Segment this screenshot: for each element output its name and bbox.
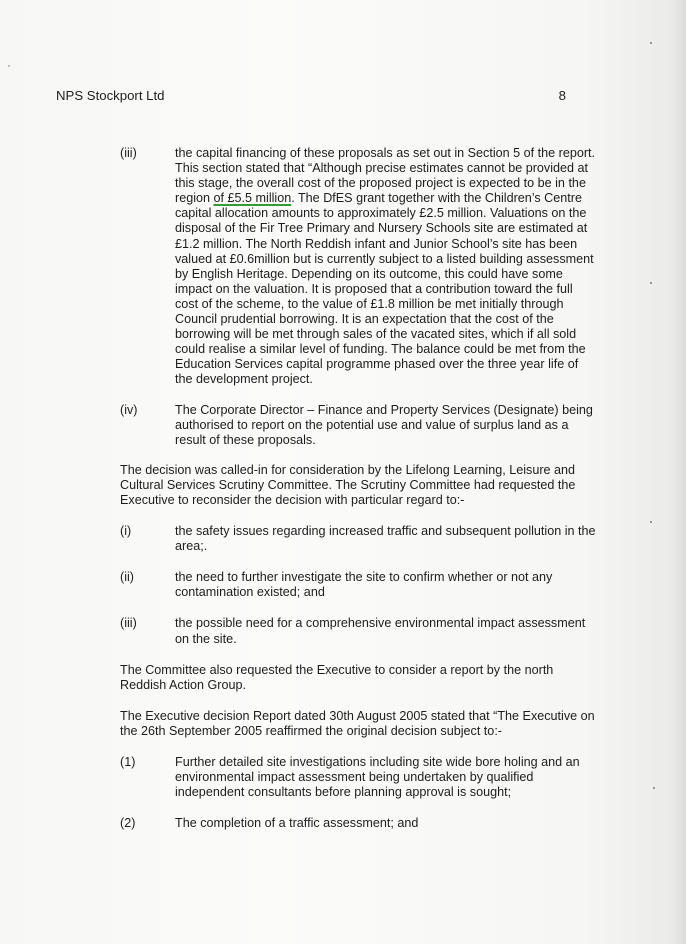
- highlighted-cost-figure: of £5.5 million: [213, 191, 292, 206]
- list-item-iv-surplus-land: [120, 403, 596, 448]
- page-body: [120, 146, 596, 831]
- list-item-text: [175, 146, 596, 388]
- list-item-label: (2): [120, 816, 136, 831]
- company-name: NPS Stockport Ltd: [56, 88, 165, 103]
- list-item-iii-impact-assessment: [120, 616, 596, 646]
- scan-speck: [653, 787, 655, 789]
- list-item-label: (iv): [120, 402, 138, 417]
- call-in-paragraph: The decision was called-in for consideration by the Lifelong Learning, Leisure and Cultural Services Scrutiny Committee. The Scrutiny Committee had requested the Executive to reconsider the decision with particular regard to:-: [120, 462, 576, 507]
- page-number: 8: [558, 88, 566, 103]
- list-item-text: Further detailed site investigations including site wide bore holing and an environmental impact assessment being undertaken by qualified independent consultants before planning approval is sought;: [175, 755, 580, 800]
- financing-text-start: the capital financing of these proposals as set out in Section 5 of the report. This section stated that “Although precise estimates cannot be provided at this stage, the overall cost of the proposed project is expected to be in the region: [175, 146, 596, 206]
- list-item-2-traffic-assessment: [120, 816, 596, 831]
- list-item-label: (ii): [120, 570, 134, 585]
- list-item-label: (iii): [120, 616, 137, 631]
- list-item-1-site-investigations: [120, 755, 596, 800]
- scan-speck: [650, 282, 652, 284]
- list-item-text: the safety issues regarding increased traffic and subsequent pollution in the area;.: [175, 524, 596, 554]
- executive-decision-paragraph: The Executive decision Report dated 30th August 2005 stated that “The Executive on the 26th September 2005 reaffirmed the original decision subject to:-: [120, 708, 595, 738]
- committee-request-paragraph: The Committee also requested the Executive to consider a report by the north Reddish Action Group.: [120, 662, 554, 692]
- list-item-ii-contamination: [120, 570, 596, 600]
- list-item-text: The completion of a traffic assessment; and: [175, 816, 419, 831]
- scan-speck: [8, 65, 10, 67]
- list-item-label: (iii): [120, 146, 137, 160]
- page-edge-shadow: [672, 0, 686, 944]
- list-item-label: (1): [120, 755, 136, 769]
- scan-speck: [650, 42, 652, 44]
- scan-speck: [650, 521, 652, 523]
- list-item-text: the need to further investigate the site to confirm whether or not any contamination existed; and: [175, 570, 553, 600]
- list-item-text: the possible need for a comprehensive environmental impact assessment on the site.: [175, 616, 586, 646]
- list-item-label: (i): [120, 524, 132, 539]
- list-item-i-safety: [120, 524, 596, 554]
- list-item-text: The Corporate Director – Finance and Property Services (Designate) being authorised to report on the potential use and value of surplus land as a result of these proposals.: [175, 402, 593, 447]
- list-item-iii-financing: [120, 146, 596, 388]
- financing-text-end: . The DfES grant together with the Children’s Centre capital allocation amounts to approximately £2.5 million. Valuations on the disposal of the Fir Tree Primary and Nursery Schools site are estimated at £1.2 million. The North Reddish infant and Junior School’s site has been valued at £0.6million but is currently subject to a listed building assessment by English Heritage. Depending on its outcome, this could have some impact on the valuation. It is proposed that a contribution toward the full cost of the scheme, to the value of £1.8 million be met initially through Council prudential borrowing. It is an expectation that the cost of the borrowing will be met through sales of the vacated sites, which if all sold could realise a similar level of funding. The balance could be met from the Education Services capital programme phased over the three year life of the development project.: [175, 191, 594, 387]
